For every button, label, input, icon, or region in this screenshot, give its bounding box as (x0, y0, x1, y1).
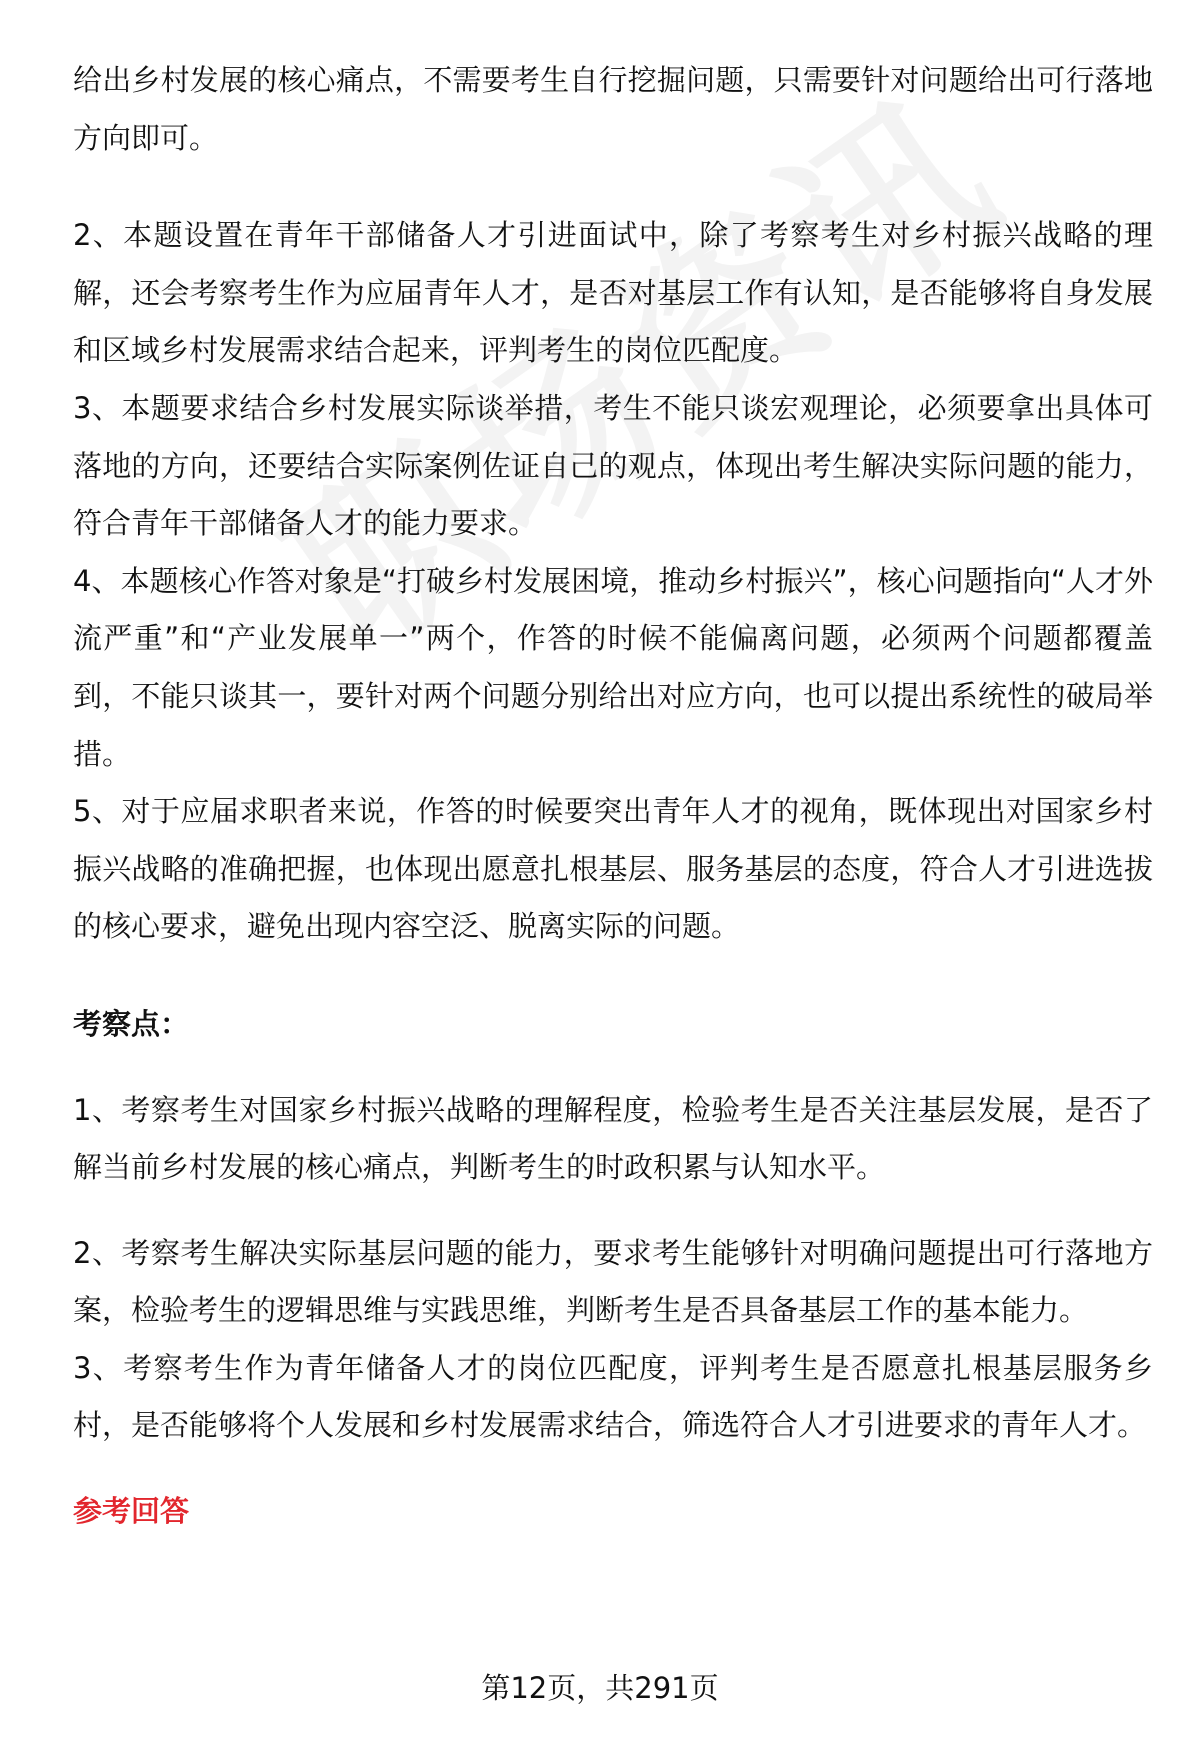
intro-paragraph: 给出乡村发展的核心痛点，不需要考生自行挖掘问题，只需要针对问题给出可行落地方向即可。 (73, 63, 1153, 155)
analysis-point-5: 5、对于应届求职者来说，作答的时候要突出青年人才的视角，既体现出对国家乡村振兴战略的准确把握，也体现出愿意扎根基层、服务基层的态度，符合人才引进选拔的核心要求，避免出现内容空泛、脱离实际的问题。 (73, 794, 1153, 944)
analysis-point-3: 3、本题要求结合乡村发展实际谈举措，考生不能只谈宏观理论，必须要拿出具体可落地的方向，还要结合实际案例佐证自己的观点，体现出考生解决实际问题的能力，符合青年干部储备人才的能力要求。 (73, 390, 1153, 541)
analysis-point-4: 4、本题核心作答对象是“打破乡村发展困境，推动乡村振兴”，核心问题指向“人才外流严重”和“产业发展单一”两个，作答的时候不能偏离问题，必须两个问题都覆盖到，不能只谈其一，要针对两个问题分别给出对应方向，也可以提出系统性的破局举措。 (73, 563, 1153, 771)
exam-point-2: 2、考察考生解决实际基层问题的能力，要求考生能够针对明确问题提出可行落地方案，检验考生的逻辑思维与实践思维，判断考生是否具备基层工作的基本能力。 (73, 1235, 1153, 1328)
page-number: 第12页，共291页 (481, 1671, 719, 1705)
document-body (73, 52, 1153, 1541)
analysis-point-2: 2、本题设置在青年干部储备人才引进面试中，除了考察考生对乡村振兴战略的理解，还会考察考生作为应届青年人才，是否对基层工作有认知，是否能够将自身发展和区域乡村发展需求结合起来，评判考生的岗位匹配度。 (73, 218, 1153, 368)
reference-answer-heading: 参考回答 (73, 1494, 190, 1529)
exam-points-heading: 考察点： (73, 1006, 190, 1041)
exam-point-3: 3、考察考生作为青年储备人才的岗位匹配度，评判考生是否愿意扎根基层服务乡村，是否能够将个人发展和乡村发展需求结合，筛选符合人才引进要求的青年人才。 (73, 1350, 1153, 1443)
exam-point-1: 1、考察考生对国家乡村振兴战略的理解程度，检验考生是否关注基层发展，是否了解当前乡村发展的核心痛点，判断考生的时政积累与认知水平。 (73, 1092, 1153, 1185)
